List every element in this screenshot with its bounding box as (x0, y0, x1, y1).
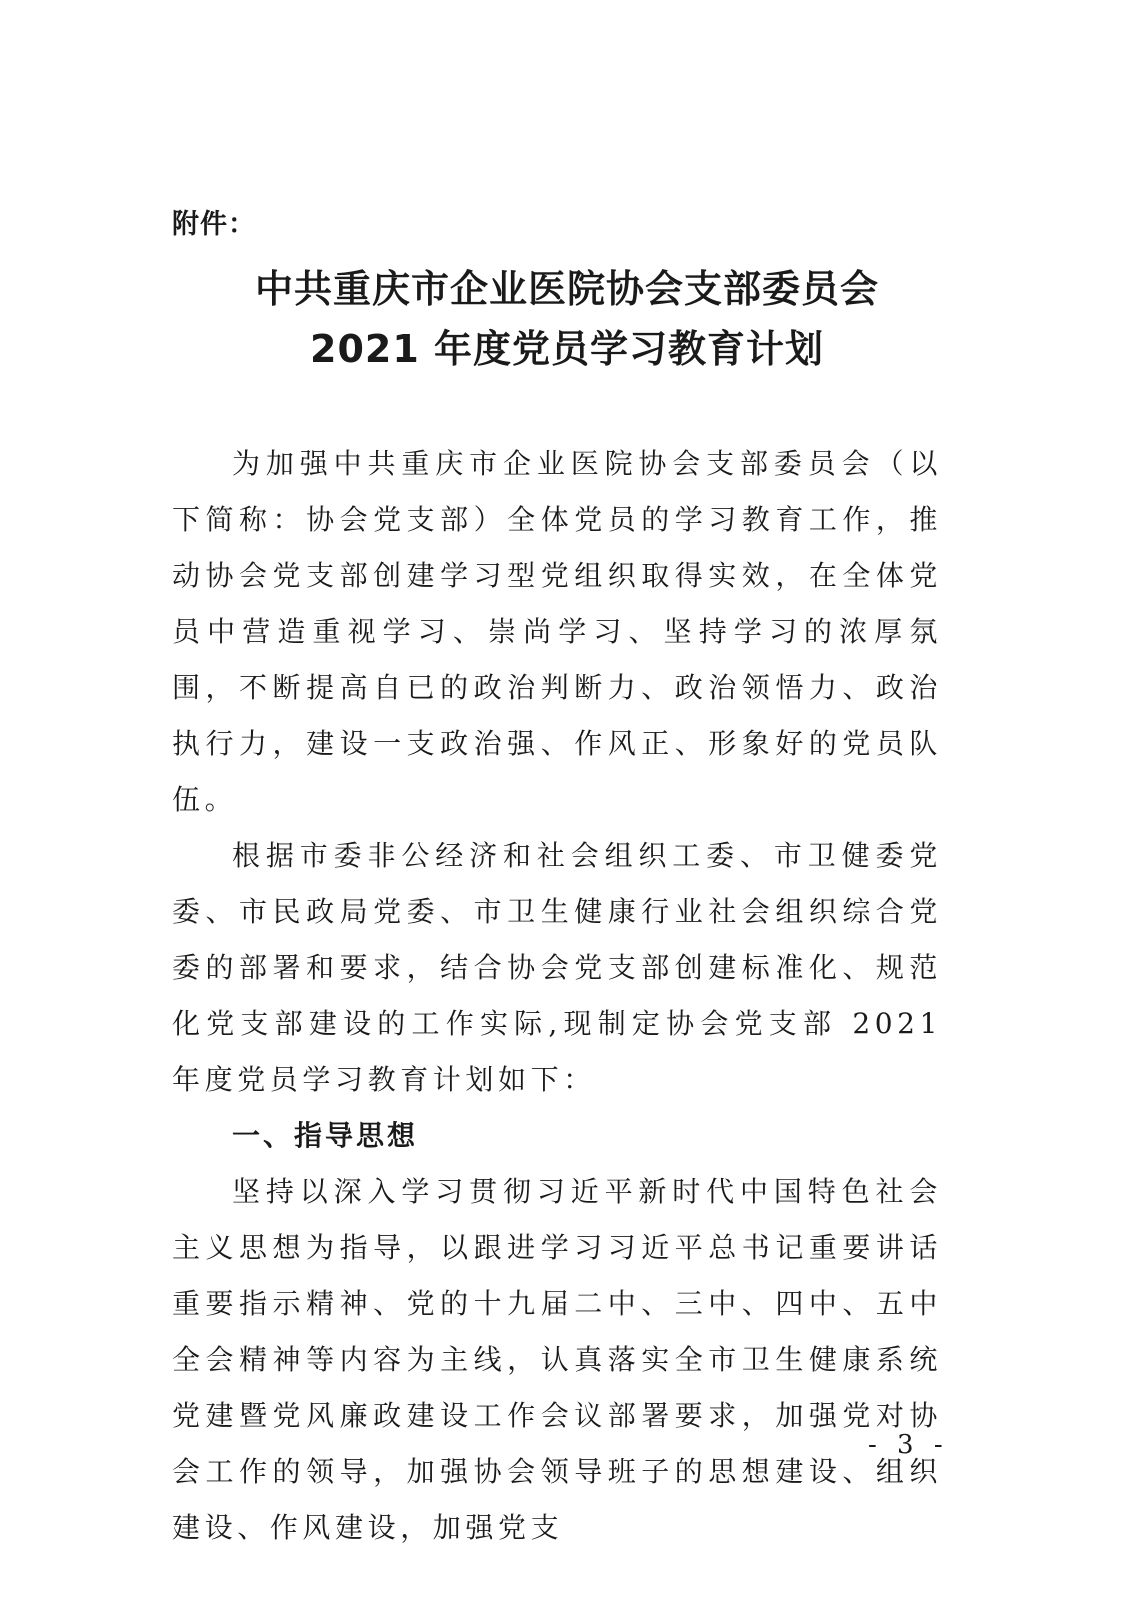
document-body (172, 436, 942, 1556)
paragraph-guiding-ideology: 坚持以深入学习贯彻习近平新时代中国特色社会主义思想为指导，以跟进学习习近平总书记重要讲话重要指示精神、党的十九届二中、三中、四中、五中全会精神等内容为主线，认真落实全市卫生健康系统党建暨党风廉政建设工作会议部署要求，加强党对协会工作的领导，加强协会领导班子的思想建设、组织建设、作风建设，加强党支 (172, 1175, 942, 1544)
paragraph-intro: 为加强中共重庆市企业医院协会支部委员会（以下简称：协会党支部）全体党员的学习教育工作，推动协会党支部创建学习型党组织取得实效，在全体党员中营造重视学习、崇尚学习、坚持学习的浓厚氛围，不断提高自已的政治判断力、政治领悟力、政治执行力，建设一支政治强、作风正、形象好的党员队伍。 (172, 447, 942, 816)
page-number: - 3 - (868, 1430, 949, 1460)
attachment-label: 附件： (172, 209, 256, 240)
section-heading-guiding-ideology: 一、指导思想 (232, 1119, 419, 1152)
document-title-line-2: 2021 年度党员学习教育计划 (310, 327, 824, 371)
paragraph-basis: 根据市委非公经济和社会组织工委、市卫健委党委、市民政局党委、市卫生健康行业社会组织综合党委的部署和要求，结合协会党支部创建标准化、规范化党支部建设的工作实际,现制定协会党支部 2021 年度党员学习教育计划如下： (172, 839, 942, 1096)
document-title-line-1: 中共重庆市企业医院协会支部委员会 (254, 267, 879, 311)
